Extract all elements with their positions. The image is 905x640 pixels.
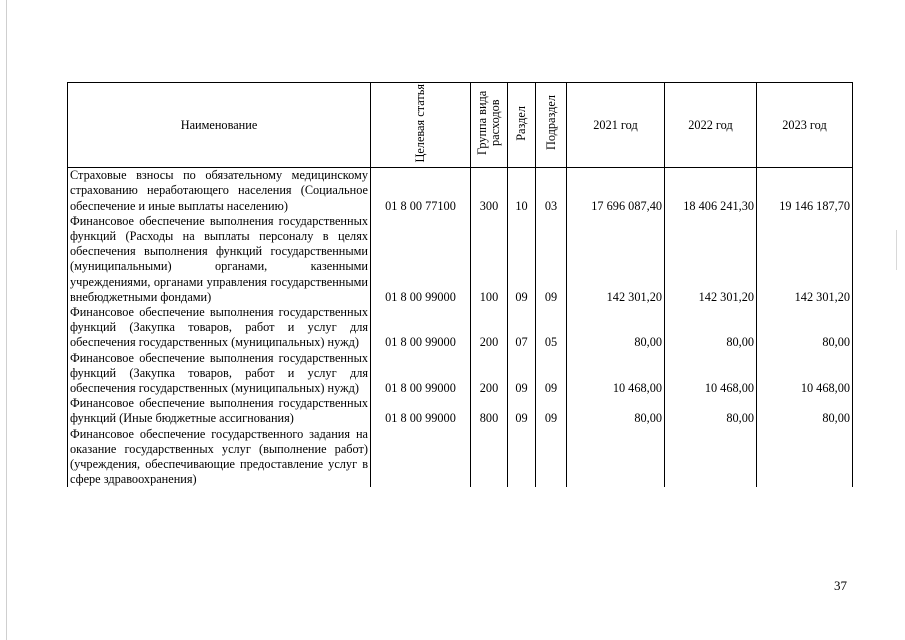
row-name: Финансовое обеспечение выполнения государственных функций (Расходы на выплаты персоналу в целях обеспечения выполнения функций государственными (муниципальными) органами, казенными учреждениями, органами управления государственными внебюджетными фондами) bbox=[68, 214, 371, 305]
header-target: Целевая статья bbox=[371, 83, 471, 168]
row-section: 10 bbox=[508, 168, 536, 214]
table-row bbox=[68, 351, 853, 397]
row-2022 bbox=[665, 427, 757, 488]
row-target: 01 8 00 99000 bbox=[371, 396, 471, 426]
row-group: 100 bbox=[471, 214, 508, 305]
budget-table bbox=[67, 82, 853, 487]
header-2022: 2022 год bbox=[665, 83, 757, 168]
row-group bbox=[471, 427, 508, 488]
row-2021: 142 301,20 bbox=[567, 214, 665, 305]
row-target: 01 8 00 99000 bbox=[371, 351, 471, 397]
row-section: 07 bbox=[508, 305, 536, 351]
row-2021 bbox=[567, 427, 665, 488]
row-target: 01 8 00 77100 bbox=[371, 168, 471, 214]
row-target: 01 8 00 99000 bbox=[371, 305, 471, 351]
header-subsection: Подраздел bbox=[536, 83, 567, 168]
row-2023: 80,00 bbox=[757, 305, 853, 351]
table-row bbox=[68, 168, 853, 214]
row-group: 200 bbox=[471, 351, 508, 397]
row-subsection: 09 bbox=[536, 214, 567, 305]
row-section: 09 bbox=[508, 214, 536, 305]
page-number: 37 bbox=[834, 578, 847, 593]
row-2022: 80,00 bbox=[665, 305, 757, 351]
row-2023: 19 146 187,70 bbox=[757, 168, 853, 214]
row-name: Финансовое обеспечение выполнения государственных функций (Закупка товаров, работ и услуг для обеспечения государственных (муниципальных) нужд) bbox=[68, 351, 371, 397]
scan-edge-mark bbox=[896, 230, 897, 270]
row-2023: 142 301,20 bbox=[757, 214, 853, 305]
row-group: 200 bbox=[471, 305, 508, 351]
row-subsection: 05 bbox=[536, 305, 567, 351]
table-header-row bbox=[68, 83, 853, 168]
row-section bbox=[508, 427, 536, 488]
row-subsection bbox=[536, 427, 567, 488]
header-section: Раздел bbox=[508, 83, 536, 168]
header-group: Группа вида расходов bbox=[471, 83, 508, 168]
row-2023: 80,00 bbox=[757, 396, 853, 426]
row-name: Финансовое обеспечение государственного задания на оказание государственных услуг (выполнение работ) (учреждения, обеспечивающие предоставление услуг в сфере здравоохранения) bbox=[68, 427, 371, 488]
row-subsection: 03 bbox=[536, 168, 567, 214]
header-2023: 2023 год bbox=[757, 83, 853, 168]
table-row bbox=[68, 427, 853, 488]
row-2021: 17 696 087,40 bbox=[567, 168, 665, 214]
row-2022: 142 301,20 bbox=[665, 214, 757, 305]
row-2021: 80,00 bbox=[567, 305, 665, 351]
scan-edge bbox=[6, 0, 7, 640]
row-2023 bbox=[757, 427, 853, 488]
row-2022: 80,00 bbox=[665, 396, 757, 426]
table-row bbox=[68, 396, 853, 426]
row-2022: 10 468,00 bbox=[665, 351, 757, 397]
row-target: 01 8 00 99000 bbox=[371, 214, 471, 305]
row-subsection: 09 bbox=[536, 351, 567, 397]
table-row bbox=[68, 305, 853, 351]
row-2023: 10 468,00 bbox=[757, 351, 853, 397]
row-2021: 10 468,00 bbox=[567, 351, 665, 397]
row-name: Финансовое обеспечение выполнения государственных функций (Закупка товаров, работ и услуг для обеспечения государственных (муниципальных) нужд) bbox=[68, 305, 371, 351]
row-name: Финансовое обеспечение выполнения государственных функций (Иные бюджетные ассигнования) bbox=[68, 396, 371, 426]
header-name: Наименование bbox=[68, 83, 371, 168]
row-group: 300 bbox=[471, 168, 508, 214]
row-group: 800 bbox=[471, 396, 508, 426]
row-section: 09 bbox=[508, 396, 536, 426]
row-name: Страховые взносы по обязательному медицинскому страхованию неработающего населения (Социальное обеспечение и иные выплаты населению) bbox=[68, 168, 371, 214]
header-2021: 2021 год bbox=[567, 83, 665, 168]
row-section: 09 bbox=[508, 351, 536, 397]
row-2021: 80,00 bbox=[567, 396, 665, 426]
table-row bbox=[68, 214, 853, 305]
row-target bbox=[371, 427, 471, 488]
row-subsection: 09 bbox=[536, 396, 567, 426]
row-2022: 18 406 241,30 bbox=[665, 168, 757, 214]
